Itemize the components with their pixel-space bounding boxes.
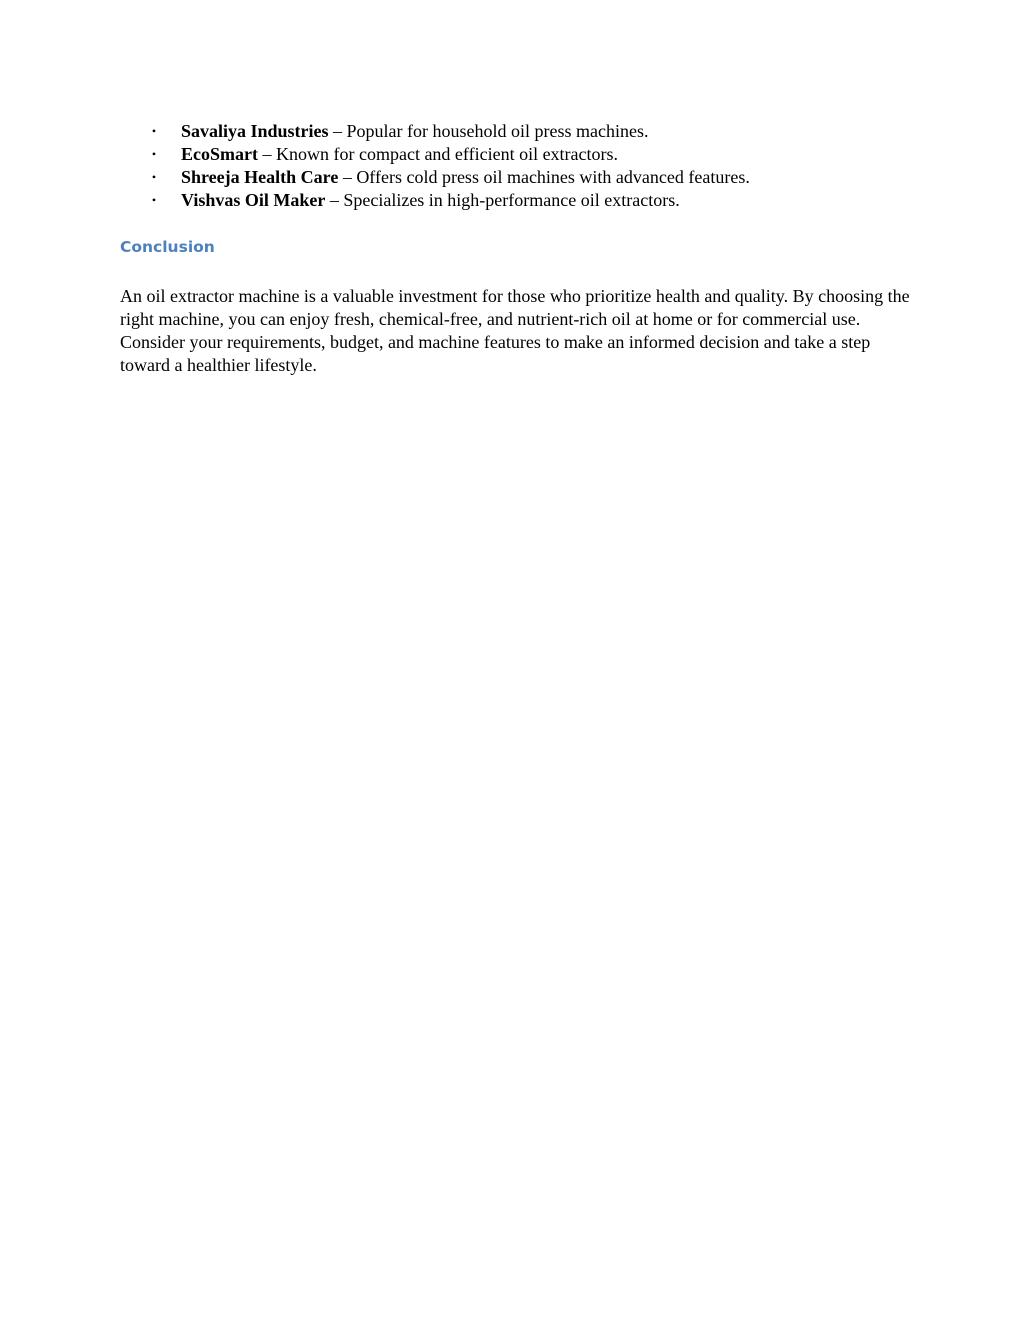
- brand-name: EcoSmart: [181, 144, 258, 164]
- list-item: [120, 166, 910, 189]
- brand-list: [120, 120, 910, 212]
- brand-name: Shreeja Health Care: [181, 167, 339, 187]
- list-item: [120, 189, 910, 212]
- list-item: [120, 143, 910, 166]
- section-heading-conclusion: Conclusion: [120, 238, 215, 256]
- list-item: [120, 120, 910, 143]
- brand-name: Savaliya Industries: [181, 121, 329, 141]
- conclusion-paragraph: An oil extractor machine is a valuable investment for those who prioritize health and quality. By choosing the right machine, you can enjoy fresh, chemical-free, and nutrient-rich oil at home or for commercial use. Consider your requirements, budget, and machine features to make an informed decision and take a step toward a healthier lifestyle.: [120, 286, 910, 375]
- brand-description: – Specializes in high-performance oil extractors.: [325, 190, 680, 210]
- bullet-icon: •: [151, 124, 157, 138]
- brand-description: – Offers cold press oil machines with advanced features.: [338, 167, 750, 187]
- bullet-icon: •: [151, 193, 157, 207]
- bullet-icon: •: [151, 170, 157, 184]
- brand-name: Vishvas Oil Maker: [181, 190, 326, 210]
- brand-description: – Popular for household oil press machines.: [328, 121, 649, 141]
- bullet-icon: •: [151, 147, 157, 161]
- brand-description: – Known for compact and efficient oil extractors.: [257, 144, 619, 164]
